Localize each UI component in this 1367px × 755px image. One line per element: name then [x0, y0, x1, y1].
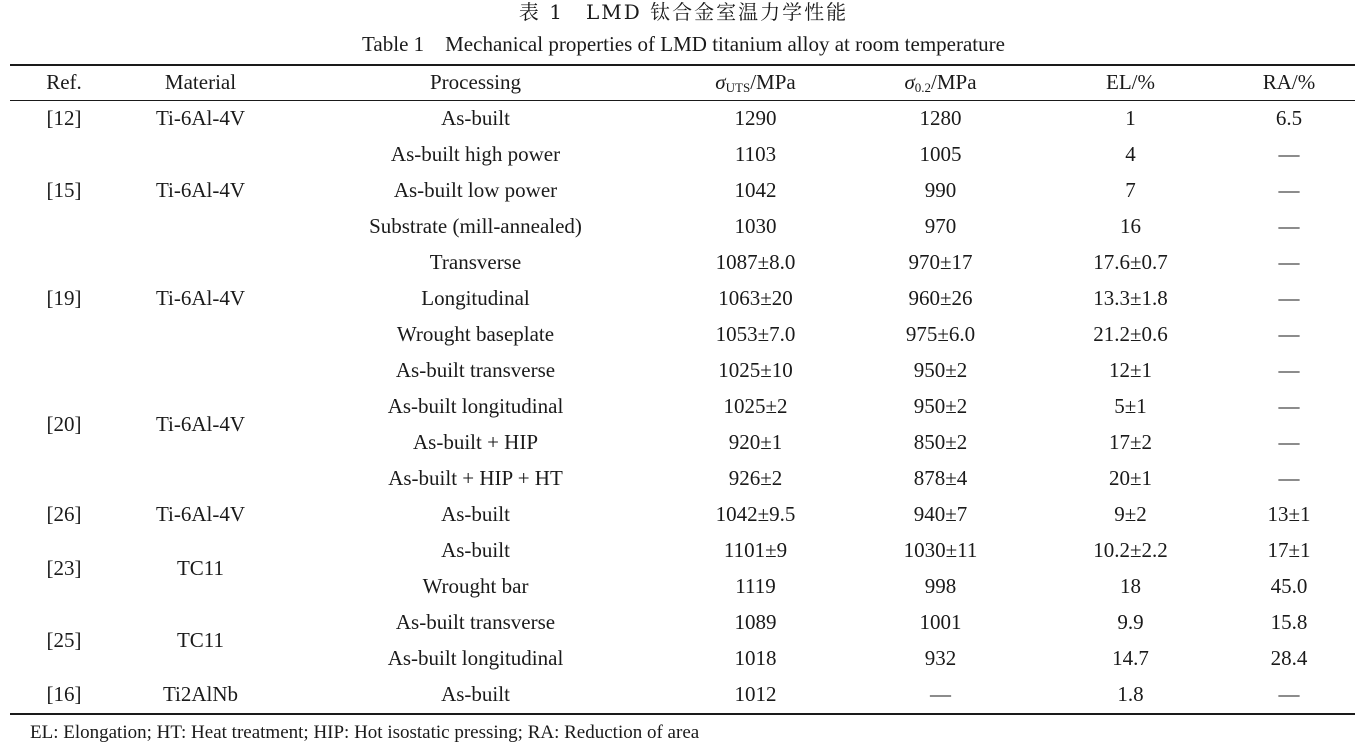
cell-processing: Transverse — [429, 250, 522, 274]
cell-yield: 950±2 — [913, 394, 968, 418]
header-material: Material — [118, 65, 283, 100]
table-row — [10, 353, 1355, 389]
cell-elongation: 17±2 — [1108, 430, 1153, 454]
cell-reduction-of-area: — — [1278, 250, 1300, 274]
cell-ref: [23] — [46, 556, 82, 580]
header-yield-subscript: 0.2 — [914, 79, 932, 95]
cell-yield: 998 — [924, 574, 957, 598]
cell-processing: Longitudinal — [421, 286, 530, 310]
cell-yield: 970±17 — [908, 250, 973, 274]
cell-reduction-of-area: — — [1278, 466, 1300, 490]
cell-uts: 1030 — [734, 214, 777, 238]
header-uts-sigma: σ — [715, 69, 726, 94]
cell-processing: As-built low power — [393, 178, 558, 202]
cell-material: TC11 — [176, 628, 225, 652]
cell-reduction-of-area: — — [1278, 178, 1300, 202]
cell-elongation: 16 — [1120, 214, 1141, 238]
cell-processing: As-built longitudinal — [387, 646, 564, 670]
cell-elongation: 10.2±2.2 — [1093, 538, 1168, 562]
cell-uts: 1101±9 — [723, 538, 788, 562]
cell-processing: Wrought baseplate — [396, 322, 555, 346]
cell-uts: 1042±9.5 — [715, 502, 796, 526]
header-uts-unit: /MPa — [750, 69, 796, 94]
header-ref: Ref. — [10, 65, 118, 100]
table-row — [10, 533, 1355, 569]
cell-uts: 1063±20 — [718, 286, 793, 310]
cell-yield: — — [843, 677, 1038, 714]
cell-uts: 1012 — [668, 677, 843, 714]
cell-elongation: 17.6±0.7 — [1093, 250, 1168, 274]
cell-processing: Substrate (mill-annealed) — [369, 214, 582, 238]
cell-uts: 1018 — [734, 646, 777, 670]
cell-material: Ti2AlNb — [118, 677, 283, 714]
cell-uts: 1053±7.0 — [715, 322, 796, 346]
cell-yield: 990 — [924, 178, 957, 202]
table-row — [10, 605, 1355, 641]
cell-processing: As-built + HIP + HT — [388, 466, 563, 490]
header-uts-subscript: UTS — [725, 79, 751, 95]
header-reduction-of-area: RA/% — [1223, 65, 1355, 100]
cell-elongation: 14.7 — [1112, 646, 1149, 670]
cell-ref: [12] — [46, 106, 82, 130]
cell-processing: As-built — [283, 677, 668, 714]
cell-uts: 1103 — [734, 142, 777, 166]
cell-reduction-of-area: — — [1223, 677, 1355, 714]
cell-reduction-of-area: — — [1278, 214, 1300, 238]
cell-reduction-of-area: — — [1278, 142, 1300, 166]
mechanical-properties-table — [10, 64, 1355, 715]
cell-yield: 970 — [924, 214, 957, 238]
cell-uts: 1042 — [734, 178, 777, 202]
cell-ref: [19] — [46, 286, 82, 310]
table-caption-english: Table 1 Mechanical properties of LMD titanium alloy at room temperature — [362, 32, 1005, 56]
cell-reduction-of-area: 28.4 — [1270, 646, 1308, 670]
table-row — [10, 677, 1355, 714]
cell-uts: 1089 — [734, 610, 777, 634]
cell-material: Ti-6Al-4V — [155, 106, 246, 130]
cell-yield: 1030±11 — [903, 538, 978, 562]
cell-yield: 932 — [924, 646, 957, 670]
cell-material: Ti-6Al-4V — [155, 286, 246, 310]
cell-elongation: 9.9 — [1117, 610, 1144, 634]
table-body — [10, 100, 1355, 714]
cell-elongation: 21.2±0.6 — [1093, 322, 1168, 346]
cell-elongation: 12±1 — [1108, 358, 1153, 382]
cell-reduction-of-area: 45.0 — [1270, 574, 1308, 598]
cell-processing: Wrought bar — [422, 574, 529, 598]
header-yield-sigma: σ — [904, 69, 915, 94]
cell-elongation: 13.3±1.8 — [1093, 286, 1168, 310]
cell-material: Ti-6Al-4V — [155, 412, 246, 436]
cell-elongation: 1.8 — [1038, 677, 1223, 714]
table-footnote: EL: Elongation; HT: Heat treatment; HIP: Hot isostatic pressing; RA: Reduction of area — [30, 722, 700, 743]
cell-elongation: 5±1 — [1114, 394, 1147, 418]
cell-uts: 1087±8.0 — [715, 250, 796, 274]
cell-uts: 926±2 — [728, 466, 783, 490]
cell-ref: [15] — [46, 178, 82, 202]
cell-yield: 850±2 — [913, 430, 968, 454]
cell-yield: 878±4 — [913, 466, 968, 490]
cell-reduction-of-area: 6.5 — [1275, 106, 1303, 130]
cell-ref: [25] — [46, 628, 82, 652]
cell-processing: As-built — [441, 538, 510, 562]
cell-processing: As-built longitudinal — [387, 394, 564, 418]
cell-reduction-of-area: — — [1278, 322, 1300, 346]
cell-processing: As-built high power — [390, 142, 561, 166]
cell-ref: [26] — [46, 502, 82, 526]
table-row — [10, 137, 1355, 173]
cell-elongation: 7 — [1125, 178, 1136, 202]
cell-processing: As-built + HIP — [412, 430, 538, 454]
cell-uts: 1025±10 — [718, 358, 793, 382]
table-header-row — [10, 65, 1355, 100]
cell-yield: 1005 — [919, 142, 962, 166]
table-row — [10, 497, 1355, 533]
cell-processing: As-built transverse — [395, 610, 556, 634]
cell-reduction-of-area: — — [1278, 430, 1300, 454]
header-elongation: EL/% — [1038, 65, 1223, 100]
header-uts — [668, 65, 843, 100]
cell-yield: 940±7 — [913, 502, 968, 526]
cell-ref: [20] — [46, 412, 82, 436]
table-row — [10, 100, 1355, 137]
cell-material: TC11 — [176, 556, 225, 580]
cell-yield: 1280 — [919, 106, 962, 130]
cell-material: Ti-6Al-4V — [155, 178, 246, 202]
cell-elongation: 4 — [1125, 142, 1136, 166]
cell-yield: 1001 — [919, 610, 962, 634]
cell-yield: 950±2 — [913, 358, 968, 382]
cell-reduction-of-area: — — [1278, 358, 1300, 382]
cell-yield: 975±6.0 — [905, 322, 976, 346]
cell-uts: 1290 — [734, 106, 777, 130]
header-processing: Processing — [283, 65, 668, 100]
cell-reduction-of-area: 17±1 — [1267, 538, 1311, 562]
cell-processing: As-built — [441, 106, 510, 130]
cell-yield: 960±26 — [908, 286, 973, 310]
cell-processing: As-built transverse — [395, 358, 556, 382]
cell-reduction-of-area: 15.8 — [1270, 610, 1308, 634]
cell-material: Ti-6Al-4V — [155, 502, 246, 526]
cell-uts: 1119 — [735, 574, 776, 598]
cell-uts: 920±1 — [728, 430, 783, 454]
cell-reduction-of-area: 13±1 — [1267, 502, 1311, 526]
cell-elongation: 9±2 — [1114, 502, 1147, 526]
cell-uts: 1025±2 — [723, 394, 788, 418]
cell-elongation: 20±1 — [1108, 466, 1153, 490]
cell-processing: As-built — [441, 502, 510, 526]
header-yield — [843, 65, 1038, 100]
header-yield-unit: /MPa — [931, 69, 977, 94]
cell-reduction-of-area: — — [1278, 286, 1300, 310]
table-row — [10, 245, 1355, 281]
table-caption-chinese: 表 1 LMD 钛合金室温力学性能 — [518, 0, 849, 24]
cell-elongation: 18 — [1120, 574, 1141, 598]
cell-ref: [16] — [10, 677, 118, 714]
cell-elongation: 1 — [1125, 106, 1136, 130]
cell-reduction-of-area: — — [1278, 394, 1300, 418]
